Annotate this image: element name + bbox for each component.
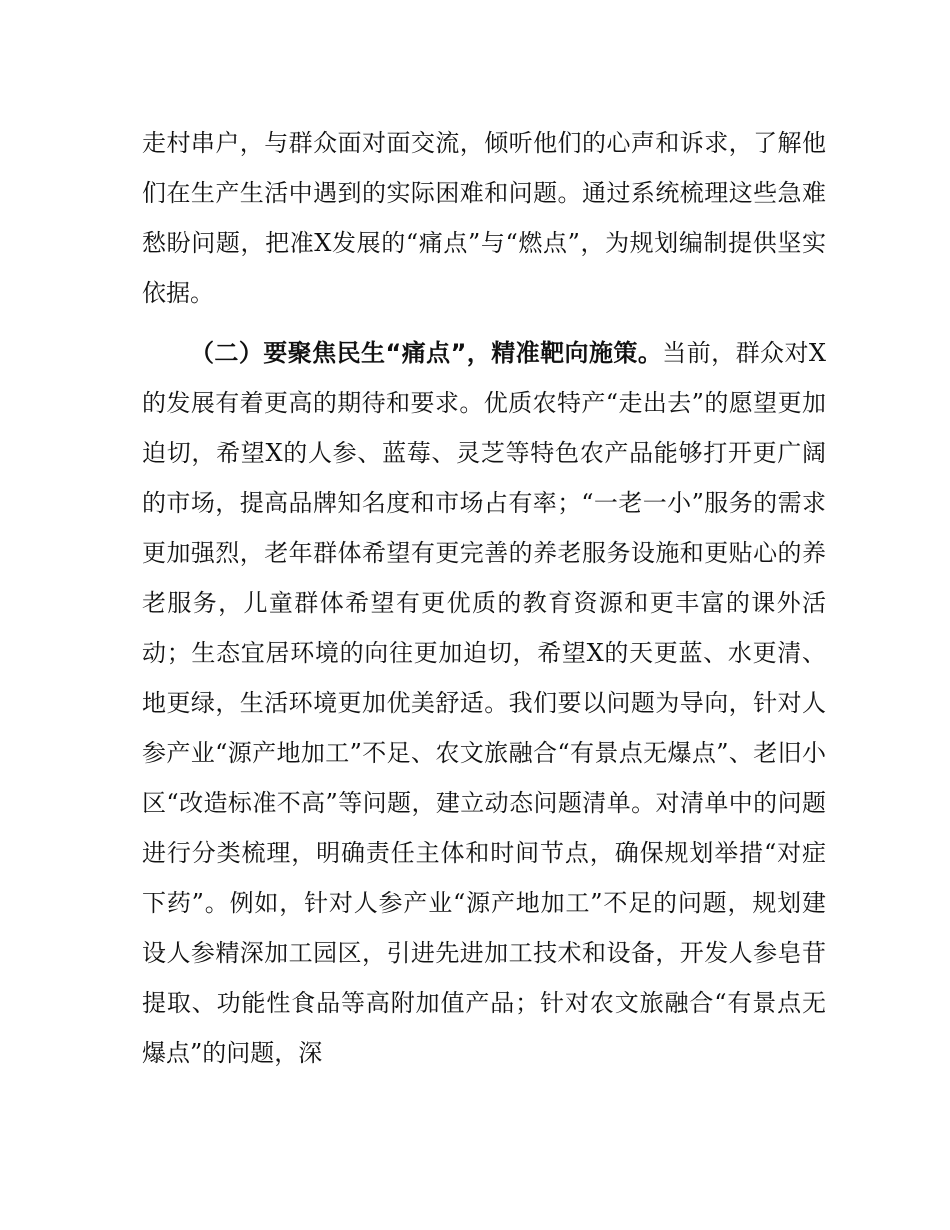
document-body: [142, 118, 826, 1078]
section-heading: （二）要聚焦民生“痛点”，精准靶向施策。: [190, 339, 663, 367]
paragraph-section-two: [142, 328, 826, 1078]
section-body: 当前，群众对X的发展有着更高的期待和要求。优质农特产“走出去”的愿望更加迫切，希望X的人参、蓝莓、灵芝等特色农产品能够打开更广阔的市场，提高品牌知名度和市场占有率；“一老一小”服务的需求更加强烈，老年群体希望有更完善的养老服务设施和更贴心的养老服务，儿童群体希望有更优质的教育资源和更丰富的课外活动；生态宜居环境的向往更加迫切，希望X的天更蓝、水更清、地更绿，生活环境更加优美舒适。我们要以问题为导向，针对人参产业“源产地加工”不足、农文旅融合“有景点无爆点”、老旧小区“改造标准不高”等问题，建立动态问题清单。对清单中的问题进行分类梳理，明确责任主体和时间节点，确保规划举措“对症下药”。例如，针对人参产业“源产地加工”不足的问题，规划建设人参精深加工园区，引进先进加工技术和设备，开发人参皂苷提取、功能性食品等高附加值产品；针对农文旅融合“有景点无爆点”的问题，深: [142, 339, 827, 1067]
paragraph-continued: 走村串户，与群众面对面交流，倾听他们的心声和诉求，了解他们在生产生活中遇到的实际困难和问题。通过系统梳理这些急难愁盼问题，把准X发展的“痛点”与“燃点”，为规划编制提供坚实依据。: [142, 129, 826, 307]
